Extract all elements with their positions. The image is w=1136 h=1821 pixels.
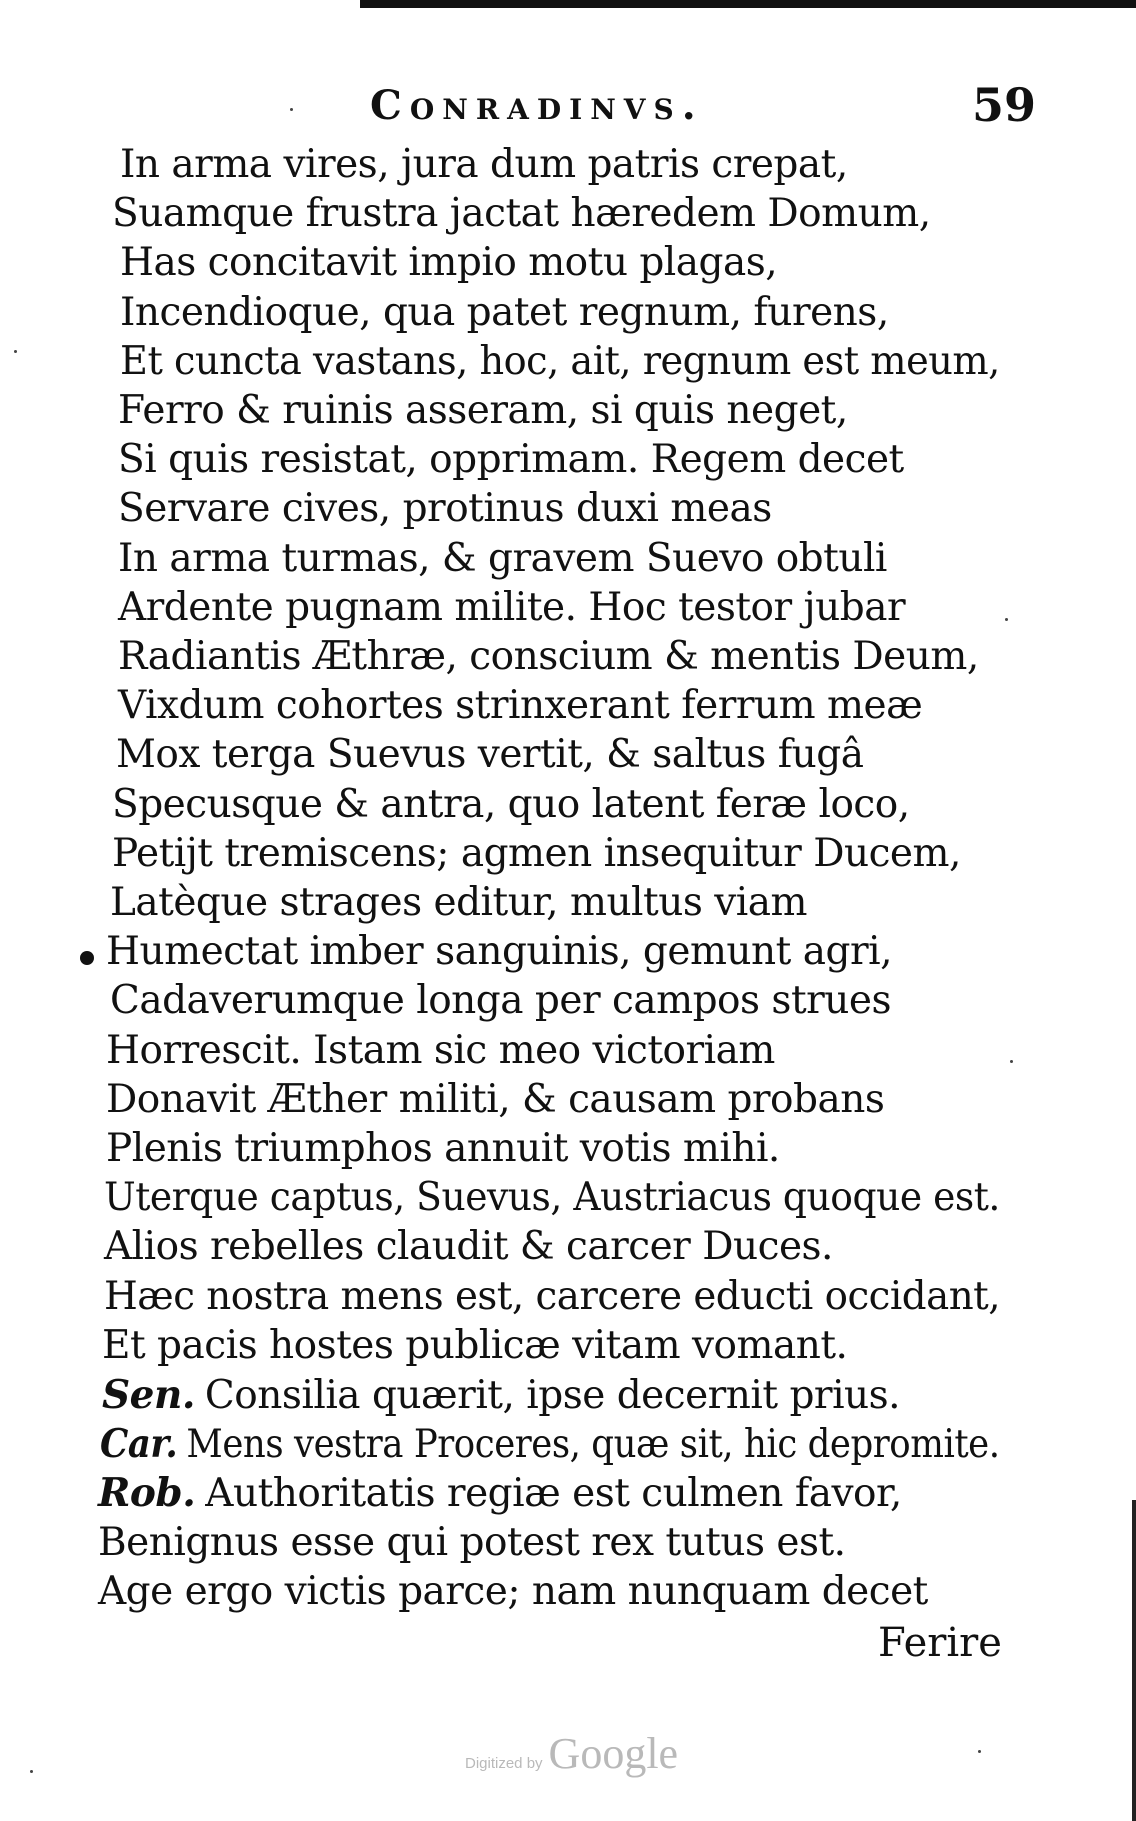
verse-line-text: Age ergo victis parce; nam nunquam decet — [98, 1569, 928, 1614]
verse-line-text: In arma vires, jura dum patris crepat, — [120, 142, 848, 187]
verse-line-text: Consilia quærit, ipse decernit prius. — [204, 1373, 901, 1418]
verse-line — [110, 976, 891, 1026]
verse-line — [120, 337, 1000, 387]
specks — [1010, 1060, 1013, 1063]
verse-line-text: Specusque & antra, quo latent feræ loco, — [112, 782, 910, 827]
verse-line-text: Et cuncta vastans, hoc, ait, regnum est meum, — [120, 339, 1000, 384]
verse-line — [100, 1419, 1000, 1470]
verse-line — [118, 484, 772, 534]
specks — [14, 350, 17, 353]
watermark-brand: Google — [548, 1729, 679, 1778]
specks — [30, 1770, 33, 1773]
verse-line — [120, 140, 848, 190]
verse-line — [102, 1321, 847, 1371]
verse-line-text: Uterque captus, Suevus, Austriacus quoque est. — [104, 1175, 1000, 1220]
verse-line-text: Alios rebelles claudit & carcer Duces. — [104, 1224, 833, 1269]
verse-line — [112, 829, 961, 879]
verse-line-text: Plenis triumphos annuit votis mihi. — [106, 1126, 780, 1171]
speaker-label: Car. — [100, 1421, 178, 1467]
specks — [290, 108, 293, 111]
verse-line-text: Incendioque, qua patet regnum, furens, — [120, 290, 889, 335]
speaker-label: Sen. — [102, 1372, 195, 1418]
verse-line — [98, 1518, 846, 1568]
verse-line-text: Radiantis Æthræ, conscium & mentis Deum, — [118, 634, 979, 679]
verse-line-text: Ardente pugnam milite. Hoc testor jubar — [118, 585, 906, 630]
speaker-label: Rob. — [98, 1470, 196, 1516]
verse-line-text: Horrescit. Istam sic meo victoriam — [106, 1028, 775, 1073]
verse-line-text: Suamque frustra jactat hæredem Domum, — [112, 191, 931, 236]
verse-line — [118, 583, 905, 633]
verse-line-text: Authoritatis regiæ est culmen favor, — [205, 1471, 902, 1516]
verse-line-text: Donavit Æther militi, & causam probans — [106, 1077, 885, 1122]
verse-line — [120, 288, 889, 338]
specks — [1005, 618, 1008, 621]
verse-line — [106, 1075, 884, 1125]
verse-line — [118, 435, 904, 485]
scan-edge-right — [1132, 1500, 1136, 1821]
verse-line — [106, 1026, 775, 1076]
verse-line — [104, 1173, 1000, 1223]
google-watermark — [465, 1728, 678, 1779]
page-number: 59 — [972, 78, 1037, 132]
verse-line-text: Has concitavit impio motu plagas, — [120, 240, 778, 285]
verse-line-text: Hæc nostra mens est, carcere educti occidant, — [104, 1274, 1001, 1319]
ink-dot-marker — [80, 951, 94, 965]
verse-line-text: Cadaverumque longa per campos strues — [110, 978, 891, 1023]
verse-line — [112, 189, 931, 239]
verse-line — [118, 681, 922, 731]
verse-line-text: Humectat imber sanguinis, gemunt agri, — [106, 929, 892, 974]
verse-line — [116, 730, 863, 780]
verse-line-text: Benignus esse qui potest rex tutus est. — [98, 1520, 846, 1565]
catchword: Ferire — [878, 1620, 1002, 1666]
verse-line-text: Et pacis hostes publicæ vitam vomant. — [102, 1323, 848, 1368]
verse-line — [104, 1272, 1000, 1322]
verse-line — [118, 632, 979, 682]
verse-line — [104, 1222, 833, 1272]
verse-line — [120, 238, 777, 288]
verse-line-text: Latèque strages editur, multus viam — [110, 880, 807, 925]
scan-edge-top — [360, 0, 1136, 8]
verse-line-text: Vixdum cohortes strinxerant ferrum meæ — [118, 683, 923, 728]
verse-line-text: Servare cives, protinus duxi meas — [118, 486, 772, 531]
specks — [978, 1750, 981, 1753]
verse-line — [106, 927, 892, 977]
verse-line-text: Mox terga Suevus vertit, & saltus fugâ — [116, 732, 864, 777]
verse-line — [118, 386, 848, 436]
verse-line — [118, 534, 887, 584]
verse-line — [110, 878, 807, 928]
verse-line-text: Si quis resistat, opprimam. Regem decet — [118, 437, 904, 482]
verse-line-text: In arma turmas, & gravem Suevo obtuli — [118, 536, 887, 581]
verse-line — [102, 1370, 900, 1421]
verse-line — [98, 1567, 928, 1617]
verse-line — [112, 780, 910, 830]
verse-line — [98, 1468, 902, 1519]
verse-line-text: Ferro & ruinis asseram, si quis neget, — [118, 388, 848, 433]
running-header: Conradinvs. — [370, 82, 704, 129]
verse-line — [106, 1124, 780, 1174]
verse-line-text: Petijt tremiscens; agmen insequitur Ducem, — [112, 831, 961, 876]
verse-line-text: Mens vestra Proceres, quæ sit, hic depromite. — [186, 1422, 1000, 1467]
watermark-prefix: Digitized by — [465, 1755, 543, 1772]
